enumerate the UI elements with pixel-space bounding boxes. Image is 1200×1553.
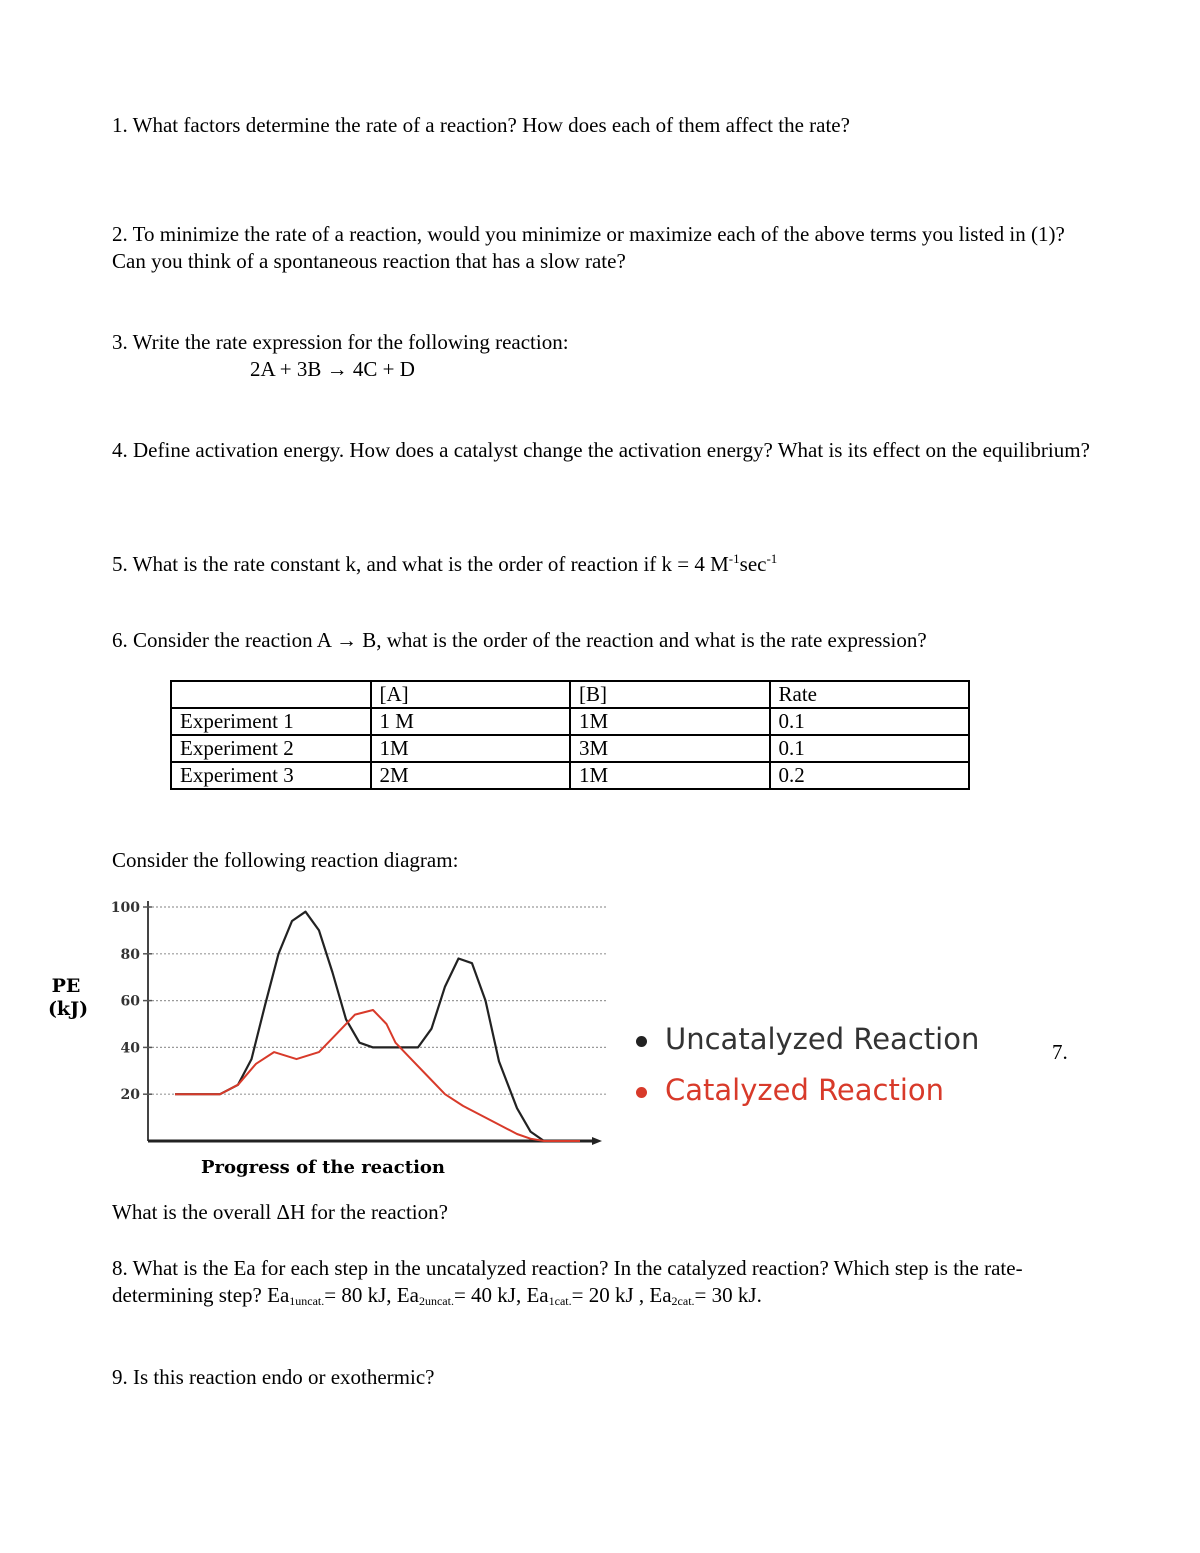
ea2-cat-subscript: 2cat. xyxy=(671,1294,695,1308)
table-cell: 1M xyxy=(570,708,770,735)
ea2-uncat-value: = 40 kJ, xyxy=(453,1283,527,1307)
legend-uncatalyzed-marker-icon xyxy=(636,1036,647,1047)
table-cell: 1 M xyxy=(371,708,571,735)
ea2-uncat-label: Ea xyxy=(396,1283,419,1307)
legend-uncatalyzed xyxy=(636,1022,979,1056)
table-row xyxy=(171,708,969,735)
question-8-text: 8. What is the Ea for each step in the uncatalyzed reaction? In the catalyzed reaction? Which step is the rate-determining step? xyxy=(112,1256,1023,1307)
table-cell: Experiment 2 xyxy=(171,735,371,762)
table-cell: 2M xyxy=(371,762,571,789)
table-header-row xyxy=(171,681,969,708)
question-5-exp-2: -1 xyxy=(766,551,778,566)
question-6: 6. Consider the reaction A → B, what is the order of the reaction and what is the rate expression? xyxy=(112,628,927,652)
chart-series xyxy=(175,912,580,1141)
question-5 xyxy=(112,545,1102,578)
question-8 xyxy=(112,1255,1112,1315)
ea1-uncat-value: = 80 kJ, xyxy=(324,1283,397,1307)
ea1-uncat-label: Ea xyxy=(267,1283,290,1307)
ea1-cat-value: = 20 kJ , xyxy=(571,1283,650,1307)
question-7-number: 7. xyxy=(1052,1040,1068,1064)
legend-uncatalyzed-label: Uncatalyzed Reaction xyxy=(665,1022,980,1056)
question-9: 9. Is this reaction endo or exothermic? xyxy=(112,1365,435,1389)
question-3-text: 3. Write the rate expression for the following reaction: xyxy=(112,330,569,354)
question-4: 4. Define activation energy. How does a catalyst change the activation energy? What is its effect on the equilibrium? xyxy=(112,438,1090,462)
legend-catalyzed-label: Catalyzed Reaction xyxy=(665,1073,945,1107)
y-tick-label: 60 xyxy=(120,993,140,1010)
question-5-exp-1: -1 xyxy=(728,551,740,566)
table-cell: 1M xyxy=(570,762,770,789)
question-1: 1. What factors determine the rate of a reaction? How does each of them affect the rate? xyxy=(112,113,850,137)
question-5-text: 5. What is the rate constant k, and what is the order of reaction if k = 4 M xyxy=(112,552,729,576)
question-7: What is the overall ΔH for the reaction? xyxy=(112,1200,448,1224)
question-5-sec: sec xyxy=(739,552,767,576)
y-tick-label: 40 xyxy=(120,1040,140,1057)
uncatalyzed-reaction-line xyxy=(175,912,580,1141)
table-header-cell: Rate xyxy=(770,681,970,708)
ea2-uncat-subscript: 2uncat. xyxy=(418,1294,454,1308)
question-3-equation: 2A + 3B → 4C + D xyxy=(250,357,415,381)
legend-catalyzed xyxy=(636,1073,944,1107)
y-tick-label: 20 xyxy=(120,1087,140,1104)
chart-axes xyxy=(148,901,602,1145)
table-cell: 3M xyxy=(570,735,770,762)
question-3 xyxy=(112,329,1102,383)
y-axis-label-kj: (kJ) xyxy=(48,998,89,1020)
x-axis-label: Progress of the reaction xyxy=(200,1157,446,1178)
chart-gridlines xyxy=(148,907,608,1094)
legend-catalyzed-marker-icon xyxy=(636,1087,647,1098)
y-tick-label: 100 xyxy=(110,900,140,916)
table-cell: 0.2 xyxy=(770,762,970,789)
table-row xyxy=(171,735,969,762)
x-axis-arrow-icon xyxy=(592,1137,602,1145)
ea1-uncat-subscript: 1uncat. xyxy=(289,1294,325,1308)
diagram-intro: Consider the following reaction diagram: xyxy=(112,848,459,872)
ea2-cat-value: = 30 kJ. xyxy=(694,1283,762,1307)
question-2: 2. To minimize the rate of a reaction, would you minimize or maximize each of the above terms you listed in (1)? Can you think of a spontaneous reaction that has a slow rate? xyxy=(112,222,1065,273)
table-cell: Experiment 3 xyxy=(171,762,371,789)
reaction-energy-diagram xyxy=(48,893,618,1183)
table-cell: 0.1 xyxy=(770,735,970,762)
ea1-cat-subscript: 1cat. xyxy=(548,1294,572,1308)
table-cell: 1M xyxy=(371,735,571,762)
table-cell: 0.1 xyxy=(770,708,970,735)
table-header-cell: [B] xyxy=(570,681,770,708)
y-tick-label: 80 xyxy=(120,946,140,963)
table-cell: Experiment 1 xyxy=(171,708,371,735)
table-row xyxy=(171,762,969,789)
catalyzed-reaction-line xyxy=(175,1010,580,1141)
ea1-cat-label: Ea xyxy=(526,1283,549,1307)
table-header-cell xyxy=(171,681,371,708)
y-axis-label-pe: PE xyxy=(51,975,81,997)
table-header-cell: [A] xyxy=(371,681,571,708)
ea2-cat-label: Ea xyxy=(649,1283,672,1307)
experiment-table xyxy=(170,680,970,790)
chart-y-ticks xyxy=(111,900,152,1103)
